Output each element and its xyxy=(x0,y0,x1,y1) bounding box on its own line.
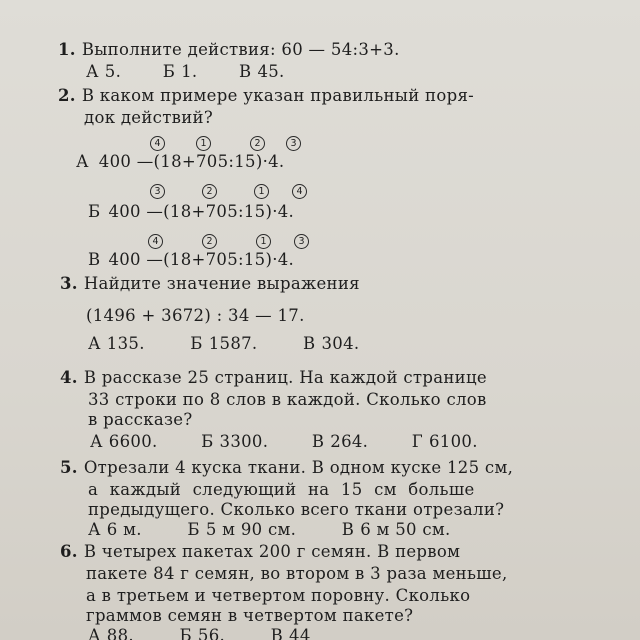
question-6-text-cont: пакете 84 г семян, во втором в 3 раза меньше, xyxy=(86,564,508,583)
option: В 6 м 50 см. xyxy=(341,520,451,539)
question-number: 1. xyxy=(58,40,76,59)
question-2-text-cont: док действий? xyxy=(84,108,213,127)
question-3-options xyxy=(88,334,393,353)
option: Б 56. xyxy=(179,626,226,640)
question-6-text-cont: граммов семян в четвертом пакете? xyxy=(86,606,414,625)
order-mark: 4 xyxy=(150,136,165,151)
order-mark: 3 xyxy=(286,136,301,151)
question-number: 2. xyxy=(58,86,76,105)
option: Б 5 м 90 см. xyxy=(187,520,297,539)
question-5-options xyxy=(88,520,485,539)
option: В 304. xyxy=(303,334,360,353)
order-mark: 4 xyxy=(292,184,307,199)
question-number: 5. xyxy=(60,458,78,477)
option: А 5. xyxy=(86,62,122,81)
question-number: 3. xyxy=(60,274,78,293)
question-5 xyxy=(60,458,513,477)
question-text: В рассказе 25 страниц. На каждой странице xyxy=(83,368,487,387)
order-mark: 2 xyxy=(202,234,217,249)
question-4-text-cont: в рассказе? xyxy=(88,410,193,429)
order-marks-b xyxy=(150,184,320,202)
question-text: Отрезали 4 куска ткани. В одном куске 125 см, xyxy=(83,458,514,477)
option: Г 6100. xyxy=(411,432,478,451)
option: А 6600. xyxy=(90,432,158,451)
question-text: Выполните действия: 60 — 54:3+3. xyxy=(81,40,400,59)
option: А 88. xyxy=(88,626,134,640)
option: В 44 xyxy=(270,626,311,640)
question-4 xyxy=(60,368,487,387)
question-number: 6. xyxy=(60,542,78,561)
option: В 45. xyxy=(239,62,285,81)
question-4-options xyxy=(90,432,512,451)
question-3 xyxy=(60,274,360,293)
question-5-text-cont: предыдущего. Сколько всего ткани отрезали? xyxy=(88,500,505,519)
question-6-text-cont: а в третьем и четвертом поровну. Сколько xyxy=(86,586,471,605)
variant-b: Б 400 —(18+705:15)·4. xyxy=(88,202,295,221)
question-5-text-cont: а каждый следующий на 15 см больше xyxy=(88,480,475,499)
question-text: В четырех пакетах 200 г семян. В первом xyxy=(83,542,461,561)
order-mark: 4 xyxy=(148,234,163,249)
order-mark: 1 xyxy=(256,234,271,249)
question-text: Найдите значение выражения xyxy=(83,274,360,293)
option: Б 1. xyxy=(162,62,198,81)
question-2 xyxy=(58,86,474,105)
order-mark: 2 xyxy=(202,184,217,199)
question-1 xyxy=(58,40,400,59)
question-6 xyxy=(60,542,460,561)
variant-a: А 400 —(18+705:15)·4. xyxy=(76,152,285,171)
option: Б 3300. xyxy=(201,432,269,451)
question-number: 4. xyxy=(60,368,78,387)
order-mark: 2 xyxy=(250,136,265,151)
variant-c: В 400 —(18+705:15)·4. xyxy=(88,250,295,269)
order-mark: 1 xyxy=(196,136,211,151)
question-3-expression: (1496 + 3672) : 34 — 17. xyxy=(86,306,305,325)
option: А 135. xyxy=(88,334,145,353)
option: В 264. xyxy=(311,432,369,451)
question-6-options xyxy=(88,626,345,640)
question-4-text-cont: 33 строки по 8 слов в каждой. Сколько слов xyxy=(88,390,487,409)
option: Б 1587. xyxy=(190,334,258,353)
option: А 6 м. xyxy=(88,520,142,539)
order-mark: 3 xyxy=(294,234,309,249)
question-1-options xyxy=(86,62,319,81)
question-text: В каком примере указан правильный поря- xyxy=(81,86,475,105)
order-mark: 1 xyxy=(254,184,269,199)
order-mark: 3 xyxy=(150,184,165,199)
